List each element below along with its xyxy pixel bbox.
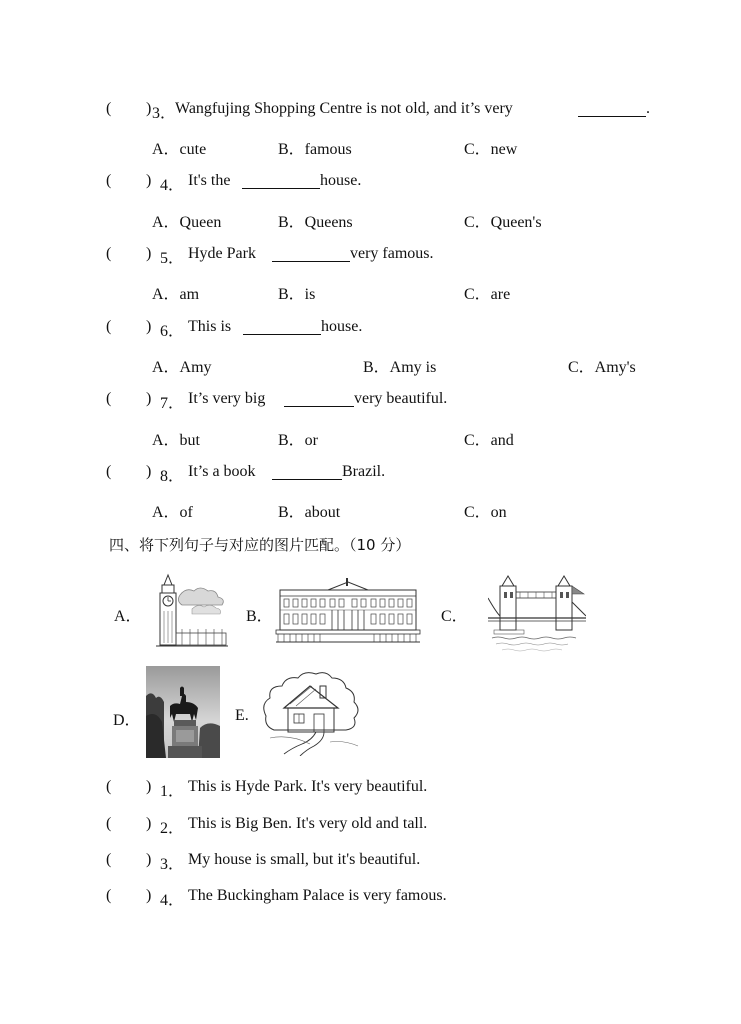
big-ben-icon — [140, 573, 230, 651]
answer-paren-close: ) — [146, 887, 152, 904]
option-b: B．about — [278, 504, 341, 521]
answer-paren-open: ( — [106, 463, 112, 480]
answer-paren-close: ) — [146, 100, 152, 117]
question-text: Hyde Park — [188, 245, 256, 262]
question-number: 8． — [160, 468, 185, 485]
option-a: A．cute — [152, 141, 207, 158]
answer-paren-open: ( — [106, 815, 112, 832]
image-label-a: A． — [114, 608, 142, 625]
option-a: A．but — [152, 432, 201, 449]
answer-paren-close: ) — [146, 778, 152, 795]
option-c: C．Queen's — [464, 214, 542, 231]
answer-blank[interactable] — [578, 102, 646, 117]
option-c: C．new — [464, 141, 518, 158]
question-text: It’s a book — [188, 463, 256, 480]
question-number: 7． — [160, 395, 185, 412]
option-b: B．Queens — [278, 214, 353, 231]
question-number: 6． — [160, 323, 185, 340]
image-label-b: B． — [246, 608, 273, 625]
answer-paren-open: ( — [106, 887, 112, 904]
question-text-end: . — [646, 100, 650, 117]
horse-statue-icon — [146, 666, 220, 758]
tower-bridge-icon — [488, 572, 586, 654]
answer-paren-close: ) — [146, 172, 152, 189]
sentence-text: The Buckingham Palace is very famous. — [188, 887, 447, 904]
question-text: It’s very big — [188, 390, 266, 407]
sentence-text: This is Big Ben. It's very old and tall. — [188, 815, 428, 832]
option-b: B．is — [278, 286, 316, 303]
image-label-d: D． — [113, 712, 141, 729]
answer-blank[interactable] — [243, 320, 321, 335]
answer-paren-open: ( — [106, 172, 112, 189]
question-text: It's the — [188, 172, 231, 189]
answer-blank[interactable] — [272, 465, 342, 480]
answer-blank[interactable] — [242, 174, 320, 189]
question-text-end: house. — [321, 318, 363, 335]
answer-paren-close: ) — [146, 318, 152, 335]
image-label-e: E. — [235, 707, 249, 724]
option-a: A．of — [152, 504, 193, 521]
option-a: A．am — [152, 286, 200, 303]
sentence-text: My house is small, but it's beautiful. — [188, 851, 421, 868]
option-b: B．Amy is — [363, 359, 437, 376]
question-number: 5． — [160, 250, 185, 267]
answer-paren-open: ( — [106, 245, 112, 262]
sentence-number: 3． — [160, 856, 185, 873]
answer-paren-open: ( — [106, 100, 112, 117]
sentence-number: 1． — [160, 783, 185, 800]
image-label-c: C． — [441, 608, 468, 625]
question-text: Wangfujing Shopping Centre is not old, and it’s very — [175, 100, 513, 117]
house-icon — [260, 672, 366, 756]
answer-blank[interactable] — [284, 392, 354, 407]
answer-blank[interactable] — [272, 247, 350, 262]
answer-paren-close: ) — [146, 851, 152, 868]
sentence-number: 2． — [160, 820, 185, 837]
sentence-number: 4． — [160, 892, 185, 909]
answer-paren-open: ( — [106, 778, 112, 795]
question-number: 4． — [160, 177, 185, 194]
question-text-end: very famous. — [350, 245, 434, 262]
option-a: A．Amy — [152, 359, 212, 376]
option-a: A．Queen — [152, 214, 222, 231]
question-text-end: very beautiful. — [354, 390, 448, 407]
option-c: C．Amy's — [568, 359, 636, 376]
question-text: This is — [188, 318, 232, 335]
option-b: B．or — [278, 432, 319, 449]
option-c: C．and — [464, 432, 514, 449]
option-b: B．famous — [278, 141, 352, 158]
question-number: 3． — [152, 105, 177, 122]
buckingham-palace-icon — [274, 576, 422, 646]
answer-paren-close: ) — [146, 463, 152, 480]
answer-paren-open: ( — [106, 851, 112, 868]
answer-paren-open: ( — [106, 390, 112, 407]
sentence-text: This is Hyde Park. It's very beautiful. — [188, 778, 428, 795]
section-4-title: 四、将下列句子与对应的图片匹配。（10 分） — [109, 536, 411, 554]
option-c: C．on — [464, 504, 507, 521]
answer-paren-close: ) — [146, 815, 152, 832]
answer-paren-open: ( — [106, 318, 112, 335]
question-text-end: house. — [320, 172, 362, 189]
answer-paren-close: ) — [146, 390, 152, 407]
question-text-end: Brazil. — [342, 463, 386, 480]
answer-paren-close: ) — [146, 245, 152, 262]
option-c: C．are — [464, 286, 511, 303]
